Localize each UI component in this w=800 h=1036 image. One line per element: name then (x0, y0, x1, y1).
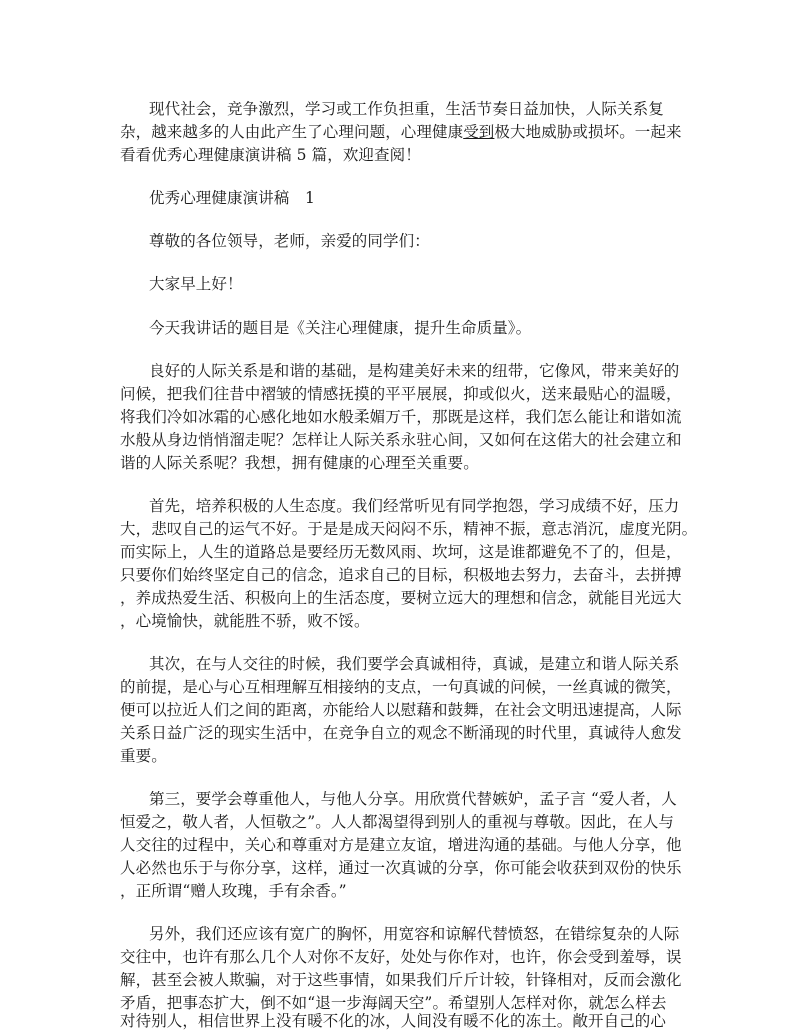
salutation: 尊敬的各位领导，老师，亲爱的同学们： (149, 232, 430, 250)
paragraph-line: 恒爱之，敬人者，人恒敬之”。人人都渴望得到别人的重视与尊敬。因此，在人与 (120, 813, 675, 831)
paragraph-line: 而实际上，人生的道路总是要经历无数风雨、坎坷，这是谁都避免不了的，但是， (120, 543, 682, 561)
paragraph-line: ，养成热爱生活、积极向上的生活态度，要树立远大的理想和信念，就能目光远大 (120, 589, 682, 607)
paragraph-line: 对待别人，相信世界上没有暖不化的冰，人间没有暖不化的冻土。敞开自己的心 (120, 1012, 667, 1030)
paragraph-line: 首先，培养积极的人生态度。我们经常听见有同学抱怨，学习成绩不好，压力 (149, 497, 680, 515)
paragraph-line: 解，甚至会被人欺骗，对于这些事情，如果我们斤斤计较，针锋相对，反而会激化 (120, 971, 682, 989)
paragraph-line: ，心境愉快，就能胜不骄，败不馁。 (120, 612, 370, 630)
paragraph-line: 将我们冷如冰霜的心感化地如水般柔媚万千，那既是这样，我们怎么能让和谐如流 (120, 408, 682, 426)
paragraph-line: 的前提，是心与心互相理解互相接纳的支点，一句真诚的问候，一丝真诚的微笑， (120, 678, 682, 696)
paragraph-line: 其次，在与人交往的时候，我们要学会真诚相待，真诚，是建立和谐人际关系 (149, 655, 680, 673)
paragraph-line: ，正所谓“赠人玫瑰，手有余香。” (120, 882, 347, 900)
paragraph-line: 谐的人际关系呢？我想，拥有健康的心理至关重要。 (120, 454, 479, 472)
paragraph-line: 只要你们始终坚定自己的信念，追求自己的目标，积极地去努力，去奋斗，去拼搏 (120, 566, 682, 584)
paragraph-line: 良好的人际关系是和谐的基础，是构建美好未来的纽带，它像风，带来美好的 (149, 362, 680, 380)
intro-line: 现代社会，竞争激烈，学习或工作负担重，生活节奏日益加快，人际关系复 (149, 100, 664, 118)
speech-heading: 优秀心理健康演讲稿 1 (149, 189, 315, 207)
speech-topic: 今天我讲话的题目是《关注心理健康，提升生命质量》。 (149, 319, 532, 337)
greeting: 大家早上好！ (149, 275, 243, 293)
paragraph-line: 水般从身边悄悄溜走呢？怎样让人际关系永驻心间，又如何在这偌大的社会建立和 (120, 431, 682, 449)
intro-line (120, 121, 682, 143)
paragraph-line: 人交往的过程中，关心和尊重对方是建立友谊，增进沟通的基础。与他人分享，他 (120, 836, 682, 854)
paragraph-line: 另外，我们还应该有宽广的胸怀，用宽容和谅解代替愤怒，在错综复杂的人际 (149, 925, 680, 943)
paragraph-line: 大，悲叹自己的运气不好。于是是成天闷闷不乐，精神不振，意志消沉，虚度光阴。 (120, 520, 698, 538)
paragraph-line: 问候，把我们往昔中褶皱的情感抚摸的平平展展，抑或似火，送来最贴心的温暖， (120, 385, 682, 403)
paragraph-line: 交往中，也许有那么几个人对你不友好，处处与你作对，也许，你会受到羞辱，误 (120, 948, 682, 966)
paragraph-line: 人必然也乐于与你分享，这样，通过一次真诚的分享，你可能会收获到双份的快乐 (120, 859, 682, 877)
paragraph-line: 关系日益广泛的现实生活中，在竞争自立的观念不断涌现的时代里，真诚待人愈发 (120, 724, 682, 742)
paragraph-line: 便可以拉近人们之间的距离，亦能给人以慰藉和鼓舞，在社会文明迅速提高，人际 (120, 701, 682, 719)
paragraph-line: 矛盾，把事态扩大，倒不如“退一步海阔天空”。希望别人怎样对你，就怎么样去 (120, 994, 667, 1012)
intro-line-part: 杂，越来越多的人由此产生了心理问题，心理健康 (120, 123, 464, 141)
intro-line-part: 极大地威胁或损坏。一起来 (494, 123, 682, 141)
paragraph-line: 第三，要学会尊重他人，与他人分享。用欣赏代替嫉妒，孟子言 “爱人者，人 (149, 790, 677, 808)
paragraph-line: 重要。 (120, 747, 167, 765)
intro-underlined-text: 受到 (463, 123, 495, 141)
intro-line: 看看优秀心理健康演讲稿 5 篇，欢迎查阅！ (120, 146, 421, 164)
